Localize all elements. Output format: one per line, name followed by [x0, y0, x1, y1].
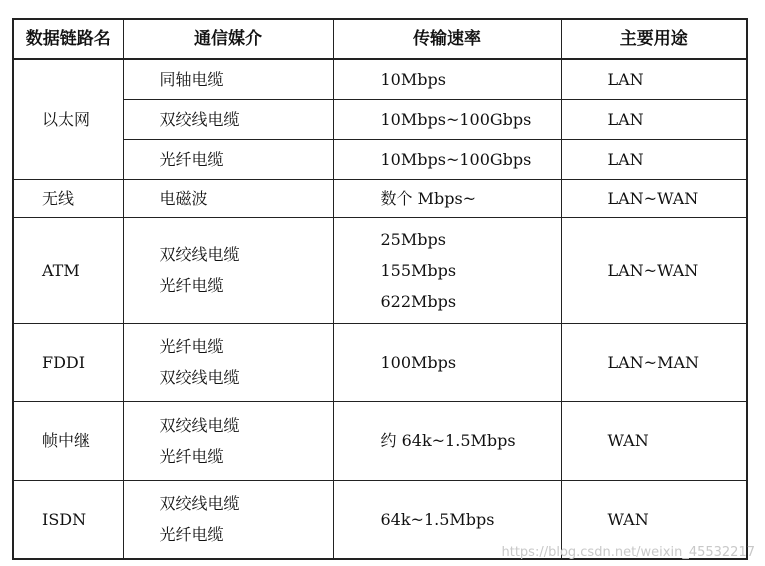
media-line: 光纤电缆 — [159, 337, 224, 356]
speed-line: 155Mbps — [380, 260, 457, 280]
link-name-fddi: FDDI — [13, 323, 123, 401]
usage-cell: LAN — [561, 59, 747, 99]
speed-cell — [333, 323, 561, 401]
speed-cell: 10Mbps~100Gbps — [333, 99, 561, 139]
header-link-name: 数据链路名 — [13, 19, 123, 59]
link-name-isdn: ISDN — [13, 480, 123, 559]
table-row — [13, 139, 747, 179]
link-name-frame-relay: 帧中继 — [13, 401, 123, 480]
speed-cell — [333, 401, 561, 480]
link-name-ethernet: 以太网 — [13, 59, 123, 179]
media-line: 双绞线电缆 — [159, 415, 240, 435]
speed-cell — [333, 179, 561, 217]
media-line: 双绞线电缆 — [159, 245, 240, 264]
usage-cell: LAN~MAN — [561, 323, 747, 401]
media-cell — [123, 401, 333, 480]
media-line: 电磁波 — [159, 188, 208, 208]
usage-cell: WAN — [561, 480, 747, 559]
speed-line: 数个 Mbps~ — [380, 188, 477, 208]
usage-cell: LAN — [561, 139, 747, 179]
table-row — [13, 99, 747, 139]
table-row — [13, 217, 747, 323]
media-line: 光纤电缆 — [159, 446, 224, 466]
data-link-table-container — [12, 18, 748, 560]
media-cell — [123, 217, 333, 323]
speed-cell: 10Mbps — [333, 59, 561, 99]
table-row — [13, 401, 747, 480]
media-line: 双绞线电缆 — [159, 368, 240, 387]
media-cell — [123, 179, 333, 217]
usage-cell: LAN~WAN — [561, 179, 747, 217]
media-line: 光纤电缆 — [159, 276, 224, 295]
usage-cell: WAN — [561, 401, 747, 480]
link-name-wireless: 无线 — [13, 179, 123, 217]
header-speed: 传输速率 — [333, 19, 561, 59]
media-cell: 光纤电缆 — [123, 139, 333, 179]
table-row — [13, 59, 747, 99]
table-row — [13, 323, 747, 401]
speed-line: 约 64k~1.5Mbps — [380, 431, 516, 450]
media-cell — [123, 480, 333, 559]
table-row — [13, 179, 747, 217]
speed-line: 100Mbps — [380, 352, 457, 372]
usage-cell: LAN~WAN — [561, 217, 747, 323]
speed-cell — [333, 217, 561, 323]
media-cell: 双绞线电缆 — [123, 99, 333, 139]
header-usage: 主要用途 — [561, 19, 747, 59]
media-cell: 同轴电缆 — [123, 59, 333, 99]
source-watermark: https://blog.csdn.net/weixin_45532217 — [501, 545, 755, 560]
media-line: 光纤电缆 — [159, 525, 224, 545]
media-cell — [123, 323, 333, 401]
header-row — [13, 19, 747, 59]
media-line: 双绞线电缆 — [159, 494, 240, 514]
speed-line: 64k~1.5Mbps — [380, 509, 495, 529]
header-media: 通信媒介 — [123, 19, 333, 59]
speed-line: 622Mbps — [380, 291, 457, 311]
speed-line: 25Mbps — [380, 229, 446, 249]
speed-cell: 10Mbps~100Gbps — [333, 139, 561, 179]
usage-cell: LAN — [561, 99, 747, 139]
data-link-table — [12, 18, 748, 560]
link-name-atm: ATM — [13, 217, 123, 323]
